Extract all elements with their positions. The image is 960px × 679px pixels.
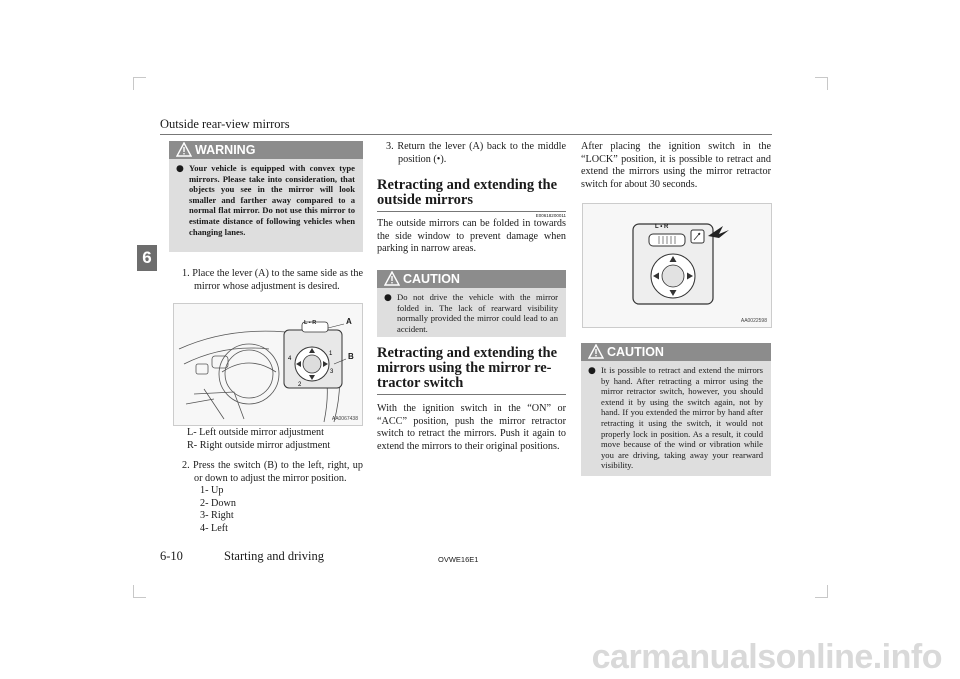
section-title: Retracting and extending the mirrors using the mirror re- tractor switch	[377, 345, 558, 391]
figure1-label-a: A	[346, 317, 352, 326]
caution-text: Do not drive the vehicle with the mirror folded in. The lack of rearward visibility normally provided the mirror could lead to an accident.	[397, 292, 558, 334]
step-1	[182, 268, 363, 293]
caution-label: CAUTION	[403, 272, 460, 286]
warning-text: Your vehicle is equipped with convex type mirrors. Please take into consideration, that objects you see in the mirror will look smaller and farther away compared to a normal flat mirror. Do not use this mirror to estimate distance of following vehicles when changing lanes.	[189, 163, 355, 237]
svg-text:3: 3	[330, 369, 334, 375]
figure1-label-b: B	[348, 352, 354, 361]
direction-item: 4- Left	[200, 522, 229, 534]
legend-1	[187, 427, 367, 452]
caution-body	[377, 288, 566, 340]
crop-mark-top-right	[815, 77, 828, 90]
warning-box	[169, 141, 363, 252]
right-intro	[581, 141, 771, 191]
caution-header	[581, 343, 771, 361]
step-3	[386, 141, 566, 166]
section-title: Retracting and extending the outside mirrors	[377, 177, 558, 208]
section-code: E00618200011	[535, 213, 566, 218]
bullet-icon: ●	[176, 164, 184, 174]
figure-mirror-control-dashboard	[173, 303, 363, 426]
warning-triangle-icon	[176, 142, 192, 157]
caution-label: CAUTION	[607, 345, 664, 359]
bullet-icon: ●	[384, 293, 392, 303]
figure2-lever-labels: L • R	[655, 224, 669, 230]
crop-mark-bottom-right	[815, 585, 828, 598]
warning-body	[169, 159, 363, 243]
warning-triangle-icon	[384, 271, 400, 286]
step-3-text: 3. Return the lever (A) back to the middle position (•).	[386, 141, 566, 165]
step-2-text: 2. Press the switch (B) to the left, right, up or down to adjust the mirror position.	[182, 460, 363, 484]
warning-triangle-icon	[588, 344, 604, 359]
crop-mark-bottom-left	[133, 585, 146, 598]
direction-list	[200, 485, 320, 535]
step-2	[182, 460, 363, 485]
section-text: The outside mirrors can be folded in towards the side window to prevent damage when parking in narrow areas.	[377, 218, 566, 255]
figure-mirror-retractor-switch	[582, 203, 772, 328]
caution-text: It is possible to retract and extend the mirrors by hand. After retracting a mirror using the mirror retractor switch, however, you should extend it by using the switch again, not by hand. If you extended the mirror by hand after retracting it using the switch, it would not properly lock in position. As a result, it could move because of the wind or vibration while you are driving, taking away your rearward visibility.	[601, 365, 763, 471]
figure1-code: AA0067438	[331, 416, 358, 422]
chapter-tab-number: 6	[142, 248, 152, 267]
section-title-rule	[377, 211, 566, 212]
warning-label: WARNING	[195, 143, 256, 157]
caution-box-1	[377, 270, 566, 337]
warning-header	[169, 141, 363, 159]
bullet-icon: ●	[588, 366, 596, 376]
page-header	[160, 117, 780, 132]
figure1-lever-labels: L • R	[304, 320, 317, 326]
chapter-tab	[137, 245, 157, 271]
retractor-switch-illustration	[583, 204, 771, 327]
caution-box-2	[581, 343, 771, 476]
svg-text:1: 1	[329, 351, 333, 357]
direction-item: 1- Up	[200, 485, 224, 496]
legend-item: R- Right outside mirror adjustment	[187, 439, 331, 451]
figure2-code: AA0022598	[740, 318, 767, 324]
caution-body	[581, 361, 771, 477]
section-text: With the ignition switch in the “ON” or “ACC” position, push the mirror retractor switch to retract the mirrors. Push it again to extend the mirrors to their original positions.	[377, 403, 566, 452]
section-retractor-switch	[377, 346, 566, 453]
watermark: carmanualsonline.info	[591, 638, 942, 676]
header-rule	[160, 134, 772, 135]
legend-item: L- Left outside mirror adjustment	[187, 427, 324, 438]
caution-header	[377, 270, 566, 288]
right-intro-text: After placing the ignition switch in the “LOCK” position, it is possible to retract and extend the mirrors using the mirror retractor switch for about 30 seconds.	[581, 141, 771, 190]
page-header-title: Outside rear-view mirrors	[160, 117, 290, 131]
direction-item: 3- Right	[200, 510, 234, 522]
svg-text:4: 4	[288, 356, 292, 362]
step-1-text: 1. Place the lever (A) to the same side as the mirror whose adjustment is desired.	[182, 268, 363, 292]
section-retracting-outside	[377, 178, 566, 256]
crop-mark-top-left	[133, 77, 146, 90]
footer-doc-code: OVWE16E1	[438, 555, 479, 564]
svg-text:2: 2	[298, 382, 302, 388]
dashboard-illustration	[174, 304, 362, 425]
section-title-rule	[377, 394, 566, 395]
footer-page-number: 6-10	[160, 549, 183, 563]
direction-item: 2- Down	[200, 497, 236, 509]
footer-section-name: Starting and driving	[224, 549, 324, 563]
